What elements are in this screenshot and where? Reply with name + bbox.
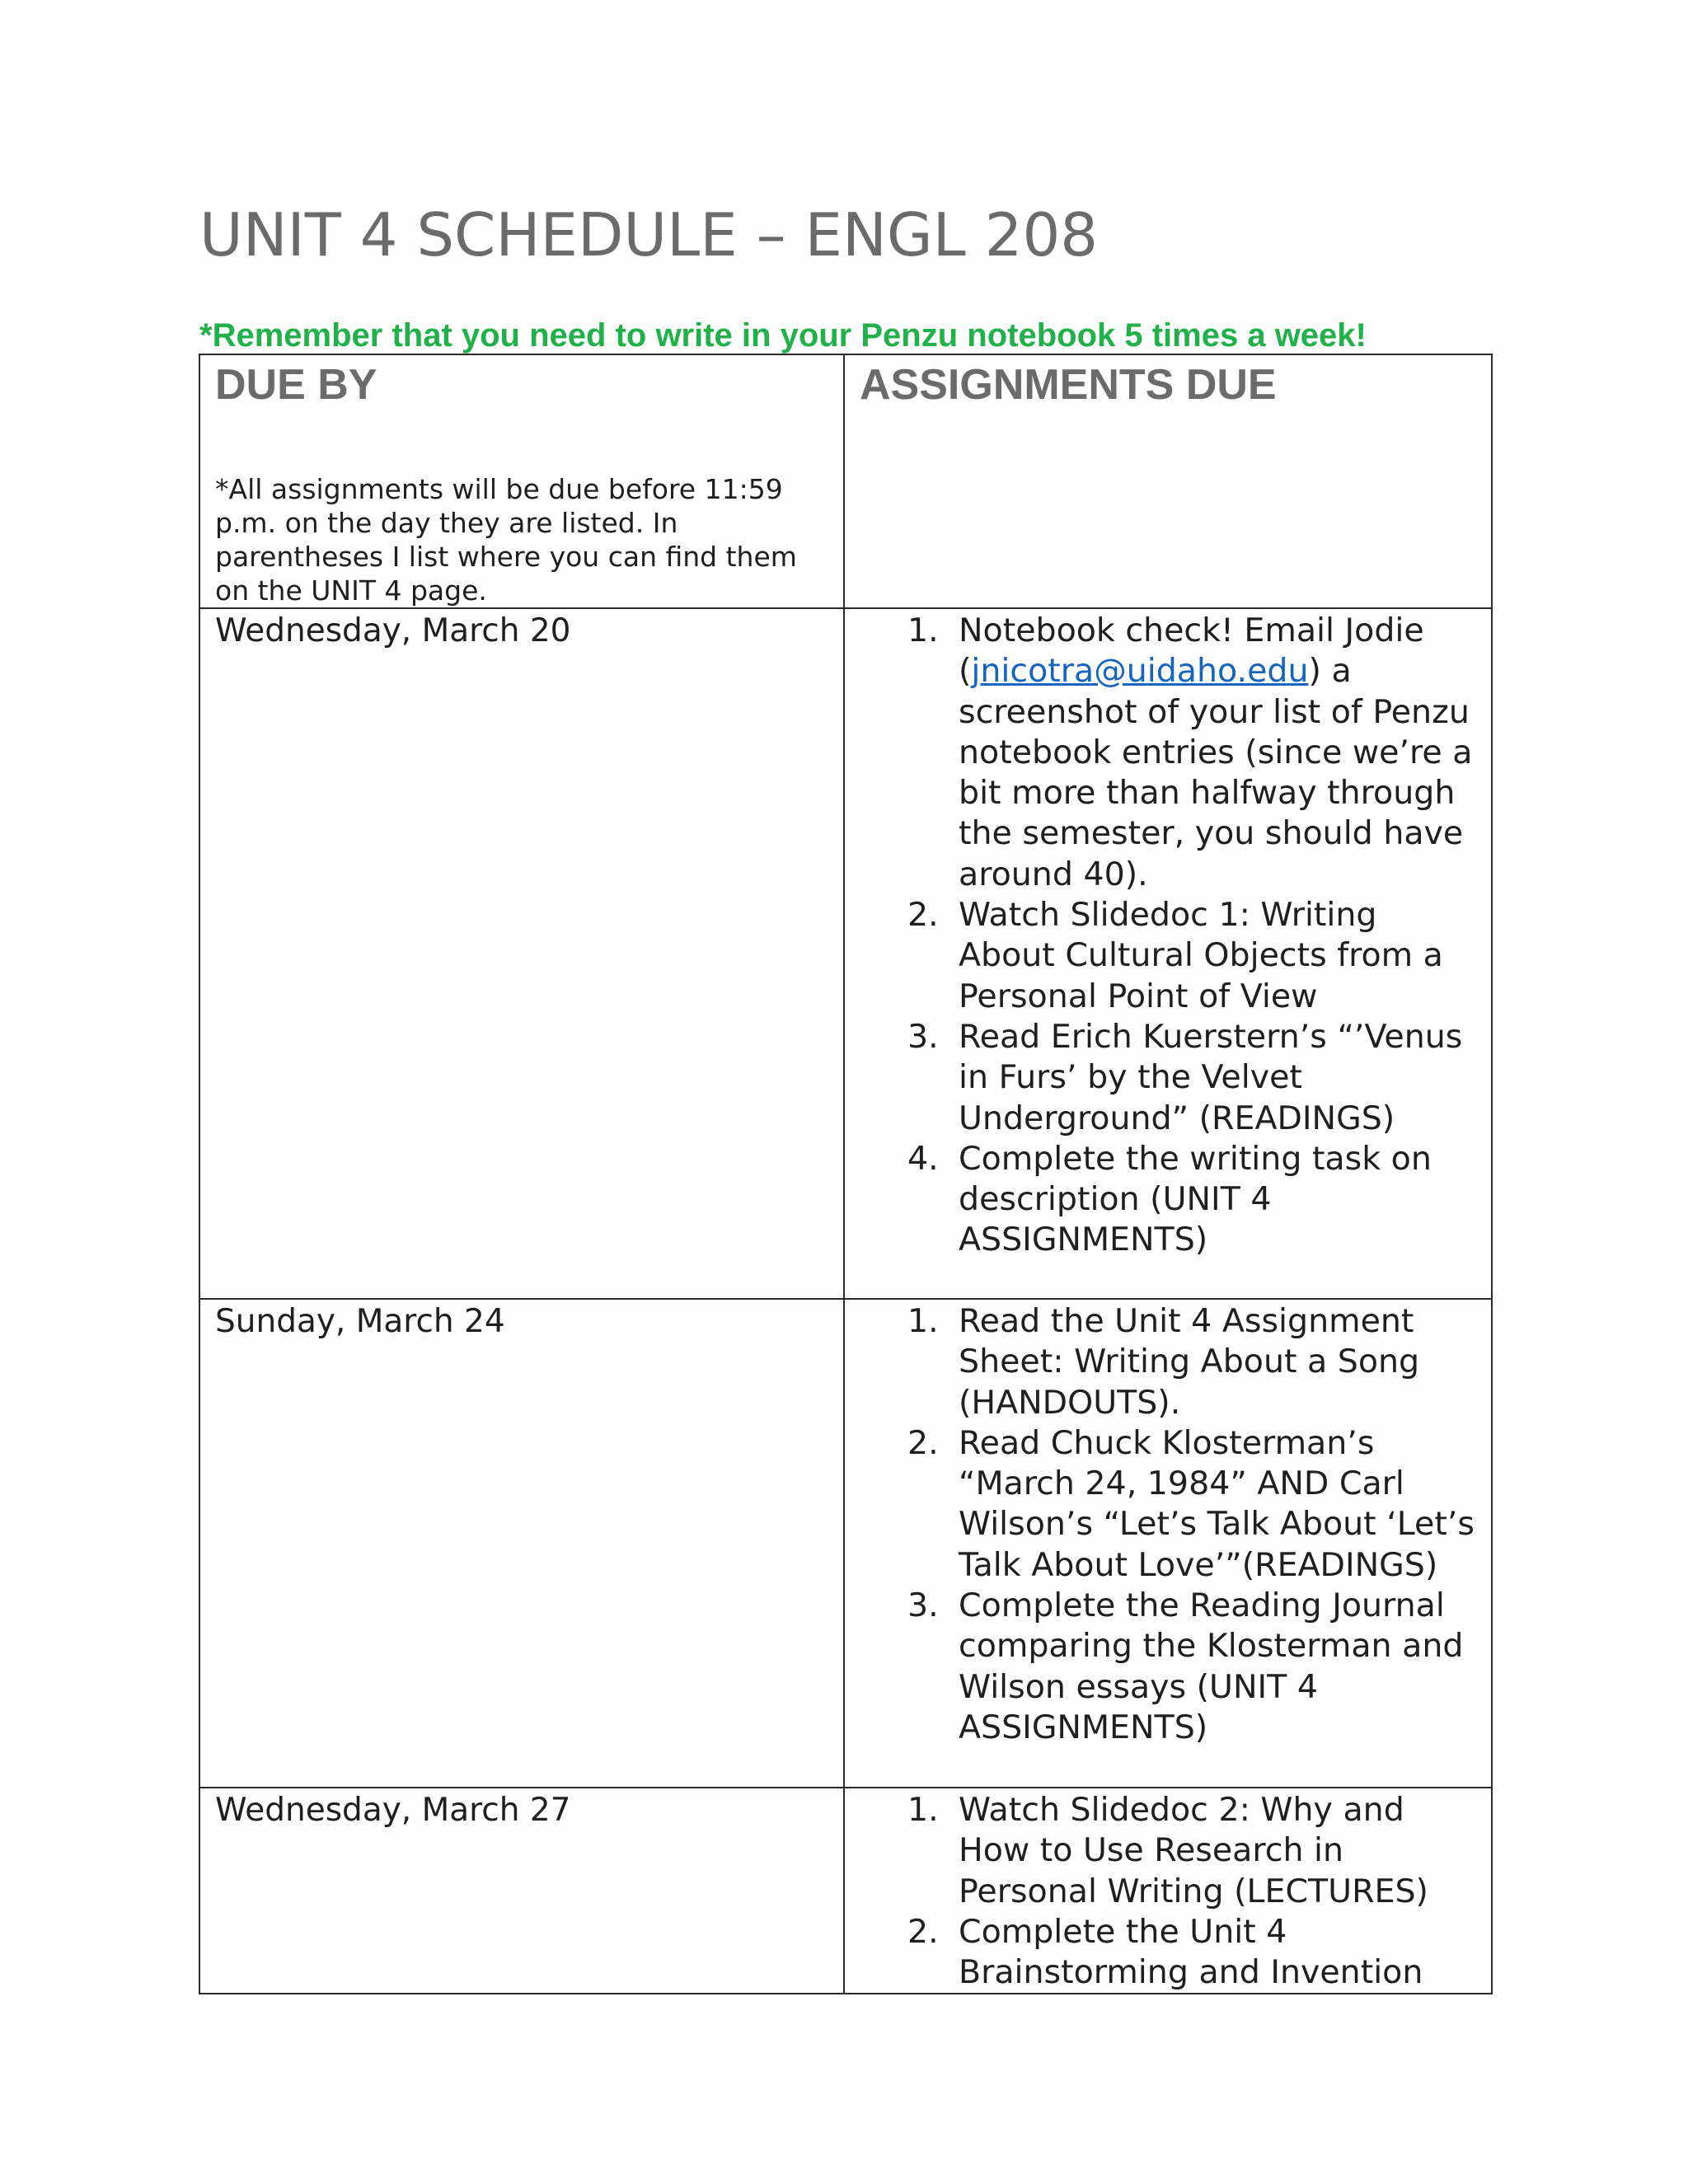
due-date: Wednesday, March 20: [215, 612, 571, 649]
item-number: 4.: [907, 1139, 939, 1178]
due-by-header-cell: [199, 354, 844, 608]
list-item: [860, 1017, 1476, 1139]
table-row: [199, 608, 1492, 1299]
item-number: 3.: [907, 1586, 939, 1625]
item-text: Read Erich Kuerstern’s “’Venus in Furs’ by the Velvet Underground” (READINGS): [959, 1017, 1463, 1137]
item-number: 3.: [907, 1017, 939, 1056]
email-link[interactable]: jnicotra@uidaho.edu: [971, 652, 1309, 691]
item-text: Complete the writing task on description (UNIT 4 ASSIGNMENTS): [959, 1139, 1432, 1259]
assignments-cell: [844, 608, 1492, 1299]
schedule-table: [199, 354, 1493, 1994]
item-text: Watch Slidedoc 2: Why and How to Use Research in Personal Writing (LECTURES): [959, 1791, 1428, 1910]
item-text: Complete the Reading Journal comparing the Klosterman and Wilson essays (UNIT 4 ASSIGNMENTS): [959, 1586, 1464, 1746]
item-text: Complete the Unit 4 Brainstorming and Invention: [959, 1912, 1423, 1992]
item-text: ) a screenshot of your list of Penzu notebook entries (since we’re a bit more than halfway through the semester, you should have around 40).: [959, 652, 1473, 893]
item-text: Watch Slidedoc 1: Writing About Cultural Objects from a Personal Point of View: [959, 896, 1443, 1015]
penzu-reminder: *Remember that you need to write in your Penzu notebook 5 times a week!: [199, 317, 1367, 354]
assignment-list: [860, 1788, 1476, 1993]
item-text: Read Chuck Klosterman’s “March 24, 1984” AND Carl Wilson’s “Let’s Talk About ‘Let’s Talk About Love’”(READINGS): [959, 1423, 1475, 1584]
list-item: [860, 895, 1476, 1017]
item-text: Notebook check! Email Jodie (: [959, 612, 1424, 691]
item-number: 1.: [907, 1302, 939, 1340]
list-item: [860, 1912, 1476, 1994]
assignments-cell: [844, 1788, 1492, 1994]
due-date: Sunday, March 24: [215, 1303, 505, 1340]
assignment-list: [860, 609, 1476, 1261]
assignments-cell: [844, 1299, 1492, 1788]
table-row: [199, 1299, 1492, 1788]
table-header-row: [199, 354, 1492, 608]
item-number: 2.: [907, 896, 939, 935]
date-cell: [199, 608, 844, 1299]
due-time-note: *All assignments will be due before 11:59 p.m. on the day they are listed. In parentheses I list where you can find them on the UNIT 4 page.: [215, 473, 797, 607]
list-item: [860, 1586, 1476, 1748]
item-number: 1.: [907, 612, 939, 649]
item-text: Read the Unit 4 Assignment Sheet: Writing About a Song (HANDOUTS).: [959, 1302, 1420, 1422]
table-row: [199, 1788, 1492, 1994]
assignments-due-header-cell: [844, 354, 1492, 608]
item-number: 1.: [907, 1791, 939, 1829]
list-item: [860, 1301, 1476, 1423]
date-cell: [199, 1299, 844, 1788]
due-date: Wednesday, March 27: [215, 1792, 571, 1829]
due-by-heading: DUE BY: [215, 361, 377, 409]
list-item: [860, 1790, 1476, 1912]
item-number: 2.: [907, 1912, 939, 1951]
list-item: [860, 1139, 1476, 1261]
list-item: [860, 1423, 1476, 1586]
assignments-due-heading: ASSIGNMENTS DUE: [860, 361, 1277, 409]
date-cell: [199, 1788, 844, 1994]
item-number: 2.: [907, 1423, 939, 1462]
page-title: UNIT 4 SCHEDULE – ENGL 208: [199, 200, 1099, 269]
assignment-list: [860, 1300, 1476, 1748]
list-item: [860, 611, 1476, 895]
